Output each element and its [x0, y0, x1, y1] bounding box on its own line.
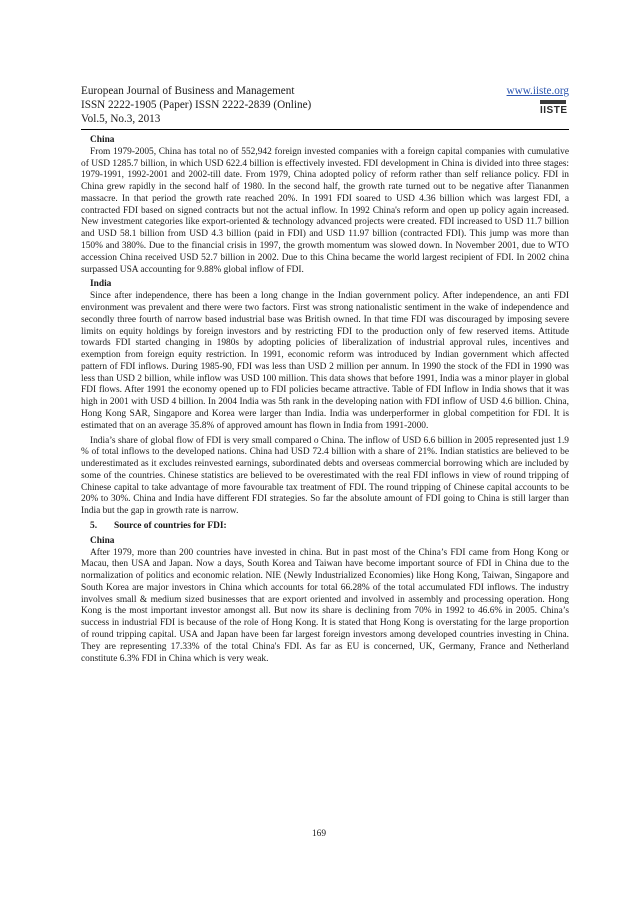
journal-issn: ISSN 2222-1905 (Paper) ISSN 2222-2839 (Online)	[81, 99, 312, 111]
journal-info	[81, 84, 569, 126]
header-rule	[81, 129, 569, 130]
journal-title: European Journal of Business and Management	[81, 85, 295, 97]
heading-china-sources: China	[90, 535, 115, 546]
paragraph-india-global-share: India’s share of global flow of FDI is very small compared o China. The inflow of USD 6.6 billion in 2005 represented just 1.9 % of total inflows to the developed nations. China had USD 72.4 billion with a share of 21%. Indian statistics are believed to be underestimated as it excludes reinvested earnings, subordinated debts and overseas commercial borrowing which are included by some of the countries. Chinese statistics are believed to be overestimated with the real FDI inflows in view of round tripping of Chinese capital to take advantage of more favourable tax treatment of FDI. The round tripping of Chinese capital accounts to be 20% to 30%. China and India have different FDI strategies. So far the absolute amount of FDI going to China is still larger than India but the gap in growth rate is narrow.	[81, 435, 569, 517]
section-number: 5.	[90, 521, 98, 531]
section-heading-sources	[81, 521, 569, 533]
page-header	[81, 84, 569, 126]
paragraph-china-fdi-history: From 1979-2005, China has total no of 552,942 foreign invested companies with a foreign capital companies with cumulative of USD 1285.7 billion, in which USD 622.4 billion is effectively invested. FDI development in China is divided into three stages: 1979-1991, 1992-2001 and 2002-till date. From 1979, China adopted policy of reform rather than self reliance policy. FDI in China grew rapidly in the second half of 1980. In the second half, the growth rate turned out to be negative after Tiananmen massacre. In that period the growth rate reached 20%. In 1991 FDI soared to USD 4.36 billion which was largest FDI, a contracted FDI based on signed contracts but not the actual inflow. In 1992 China's reform and open up policy again increased. New investment categories like export-oriented & technology advanced projects were created. FDI increased to USD 11.7 billion and USD 58.1 billion from USD 4.3 billion (paid in FDI) and USD 11.97 billion (contracted FDI). This jump was more than 150% and 380%. Due to the financial crisis in 1997, the growth momentum was slowed down. In November 2001, due to WTO accession China received USD 52.7 billion in 2002. Due to this China became the world largest recipient of FDI. In 2002 china surpassed USA accounting for 9.88% global inflow of FDI.	[81, 146, 569, 275]
section-title: Source of countries for FDI:	[114, 521, 227, 531]
journal-volume: Vol.5, No.3, 2013	[81, 113, 161, 125]
page-body	[81, 135, 569, 665]
iiste-logo	[540, 100, 566, 118]
page-number: 169	[311, 829, 327, 839]
logo-text: IISTE	[540, 105, 568, 116]
journal-url-link[interactable]: www.iiste.org	[506, 85, 569, 97]
heading-india: India	[90, 279, 112, 290]
paragraph-china-sources: After 1979, more than 200 countries have invested in china. But in past most of the China’s FDI came from Hong Kong or Macau, then USA and Japan. Now a days, South Korea and Taiwan have become important source of FDI in China due to the normalization of politics and economic relation. NIE (Newly Industrialized Economies) like Hong Kong, Taiwan, Singapore and South Korea are major investors in China which accounts for total 66.28% of the total accumulated FDI inflows. The industry involves small & medium sized businesses that are export oriented and involved in assembly and processing operation. Hong Kong is the most important investor amongst all. But now its share is declining from 70% in 1992 to 46.6% in 2005. China’s success in industrial FDI is because of the role of Hong Kong. It is stated that Hong Kong is overstating for the large proportion of round tripping capital. USA and Japan have been far largest foreign investors among developed countries investing in China. They are representing 17.33% of the total China's FDI. As far as EU is concerned, UK, Germany, France and Netherland constitute 6.3% FDI in China which is very weak.	[81, 547, 569, 664]
heading-china: China	[90, 135, 115, 145]
paragraph-india-fdi-policy: Since after independence, there has been a long change in the Indian government policy. After independence, an anti FDI environment was prevalent and there were two factors. First was strong nationalistic sentiment in the wake of independence and secondly three fourth of narrow based industrial base was British owned. In that time FDI was discouraged by imposing severe limits on equity holdings by foreign investors and by restricting FDI to the production only of few reserved items. Attitude towards FDI started changing in 1980s by adopting policies of liberalization of industrial approval rules, incentives and exemption from foreign equity restriction. In 1991, economic reform was introduced by Indian government which affected pattern of FDI inflows. During 1985-90, FDI was less than USD 2 million per annum. In 1990 the stock of the FDI in 1990 was less than USD 2 billion, while inflow was USD 100 million. This data shows that before 1991, India was a minor player in global FDI flows. After 1991 the economy opened up to FDI policies became attractive. Table of FDI Inflow in India shows that it was high in 2001 with USD 4 billion. In 2004 India was 5th rank in the developing nation with FDI inflow of USD 4.6 billion. China, Hong Kong SAR, Singapore and Korea were larger than India. India was underperformer in global competition for FDI. It is estimated that on an average 35.8% of approved amount has flown in India from 1991-2000.	[81, 291, 569, 431]
